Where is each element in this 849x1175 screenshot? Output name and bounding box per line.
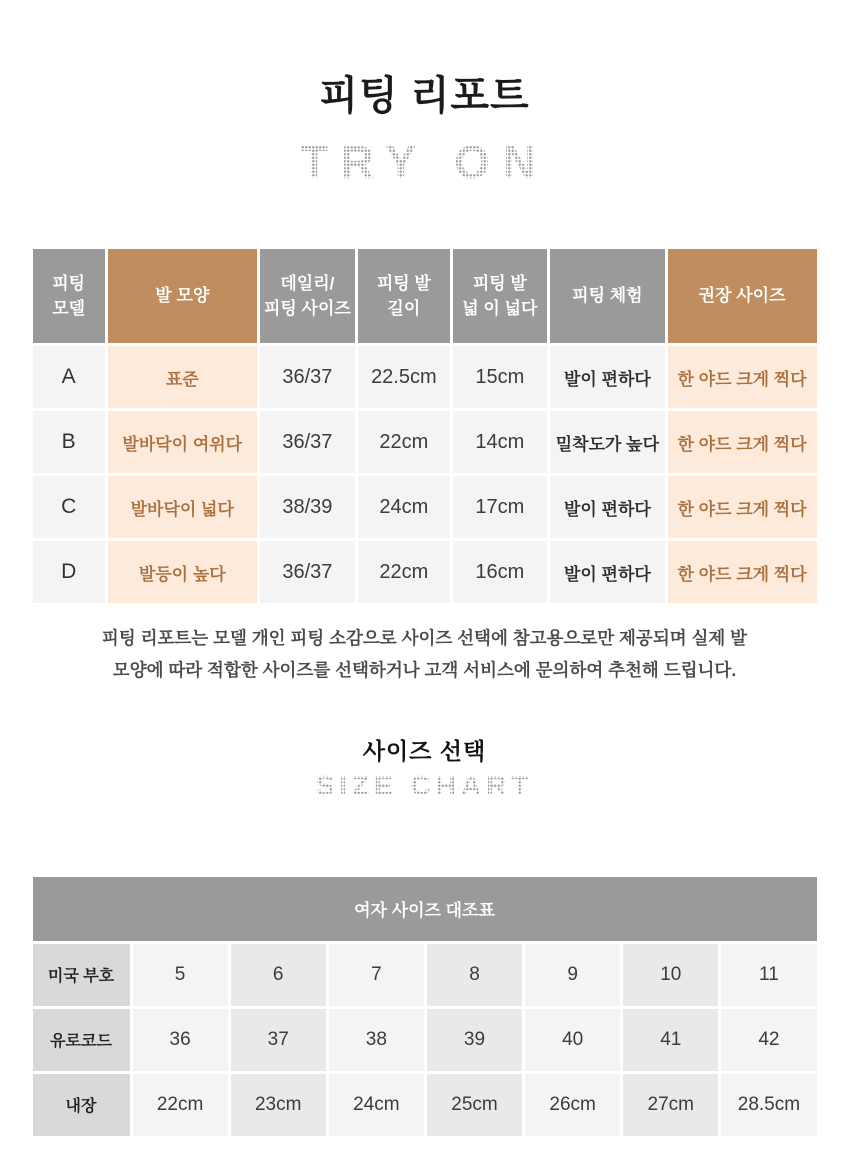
fitting-table-row <box>33 541 817 603</box>
cell-fitting-experience: 발이 편하다 <box>550 476 665 538</box>
cell-daily-size: 36/37 <box>260 411 355 473</box>
size-value: 7 <box>329 944 424 1006</box>
cell-recommended-size: 한 야드 크게 찍다 <box>668 476 817 538</box>
size-chart-title: 사이즈 선택 <box>362 737 487 764</box>
disclaimer-line-1: 피팅 리포트는 모델 개인 피팅 소감으로 사이즈 선택에 참고용으로만 제공되며 실제 발 <box>101 628 748 648</box>
size-row-insole <box>33 1074 817 1136</box>
size-chart-section <box>0 733 849 1139</box>
cell-foot-width: 15cm <box>453 346 547 408</box>
cell-fitting-experience: 밀착도가 높다 <box>550 411 665 473</box>
size-row-us <box>33 944 817 1006</box>
cell-daily-size: 36/37 <box>260 346 355 408</box>
col-header-fitting-model: 피팅 모델 <box>33 249 105 343</box>
size-value: 36 <box>133 1009 228 1071</box>
fitting-report-subtitle: TRY ON <box>0 135 849 189</box>
size-value: 24cm <box>329 1074 424 1136</box>
col-header-foot-width: 피팅 발 넓 이 넓다 <box>453 249 547 343</box>
size-value: 38 <box>329 1009 424 1071</box>
size-chart-table <box>30 874 820 1139</box>
size-value: 37 <box>231 1009 326 1071</box>
fitting-report-title: 피팅 리포트 <box>319 74 530 118</box>
cell-foot-shape: 발바닥이 넓다 <box>108 476 257 538</box>
cell-daily-size: 36/37 <box>260 541 355 603</box>
size-value: 6 <box>231 944 326 1006</box>
size-value: 8 <box>427 944 522 1006</box>
cell-fitting-model: A <box>33 346 105 408</box>
col-header-foot-shape: 발 모양 <box>108 249 257 343</box>
cell-foot-width: 17cm <box>453 476 547 538</box>
size-value: 11 <box>721 944 816 1006</box>
disclaimer-text <box>40 622 810 687</box>
size-value: 42 <box>721 1009 816 1071</box>
size-value: 40 <box>525 1009 620 1071</box>
size-row-euro <box>33 1009 817 1071</box>
size-chart-title-row <box>33 877 817 941</box>
cell-fitting-experience: 발이 편하다 <box>550 346 665 408</box>
cell-foot-width: 14cm <box>453 411 547 473</box>
fitting-table-row <box>33 346 817 408</box>
size-chart-subtitle: SIZE CHART <box>0 770 849 802</box>
size-value: 26cm <box>525 1074 620 1136</box>
cell-fitting-model: D <box>33 541 105 603</box>
size-value: 39 <box>427 1009 522 1071</box>
row-label-us-size: 미국 부호 <box>33 944 130 1006</box>
size-value: 5 <box>133 944 228 1006</box>
col-header-fitting-experience: 피팅 체험 <box>550 249 665 343</box>
cell-foot-length: 22.5cm <box>358 346 449 408</box>
cell-foot-length: 22cm <box>358 411 449 473</box>
size-value: 41 <box>623 1009 718 1071</box>
disclaimer-line-2: 모양에 따라 적합한 사이즈를 선택하거나 고객 서비스에 문의하여 추천해 드립니다. <box>112 660 737 681</box>
cell-fitting-model: C <box>33 476 105 538</box>
cell-fitting-model: B <box>33 411 105 473</box>
cell-daily-size: 38/39 <box>260 476 355 538</box>
size-value: 28.5cm <box>721 1074 816 1136</box>
cell-foot-length: 22cm <box>358 541 449 603</box>
cell-foot-shape: 발등이 높다 <box>108 541 257 603</box>
cell-foot-length: 24cm <box>358 476 449 538</box>
size-value: 27cm <box>623 1074 718 1136</box>
cell-foot-shape: 발바닥이 여위다 <box>108 411 257 473</box>
size-value: 23cm <box>231 1074 326 1136</box>
col-header-daily-size: 데일리/ 피팅 사이즈 <box>260 249 355 343</box>
size-value: 22cm <box>133 1074 228 1136</box>
fitting-table-header-row <box>33 249 817 343</box>
fitting-table-row <box>33 476 817 538</box>
size-value: 25cm <box>427 1074 522 1136</box>
col-header-recommended-size: 권장 사이즈 <box>668 249 817 343</box>
cell-fitting-experience: 발이 편하다 <box>550 541 665 603</box>
col-header-foot-length: 피팅 발 길이 <box>358 249 449 343</box>
cell-foot-shape: 표준 <box>108 346 257 408</box>
size-value: 9 <box>525 944 620 1006</box>
cell-recommended-size: 한 야드 크게 찍다 <box>668 411 817 473</box>
row-label-euro-code: 유로코드 <box>33 1009 130 1071</box>
cell-recommended-size: 한 야드 크게 찍다 <box>668 346 817 408</box>
row-label-insole: 내장 <box>33 1074 130 1136</box>
fitting-report-table <box>30 246 820 606</box>
size-value: 10 <box>623 944 718 1006</box>
fitting-table-row <box>33 411 817 473</box>
size-chart-table-title: 여자 사이즈 대조표 <box>33 877 817 941</box>
cell-recommended-size: 한 야드 크게 찍다 <box>668 541 817 603</box>
cell-foot-width: 16cm <box>453 541 547 603</box>
